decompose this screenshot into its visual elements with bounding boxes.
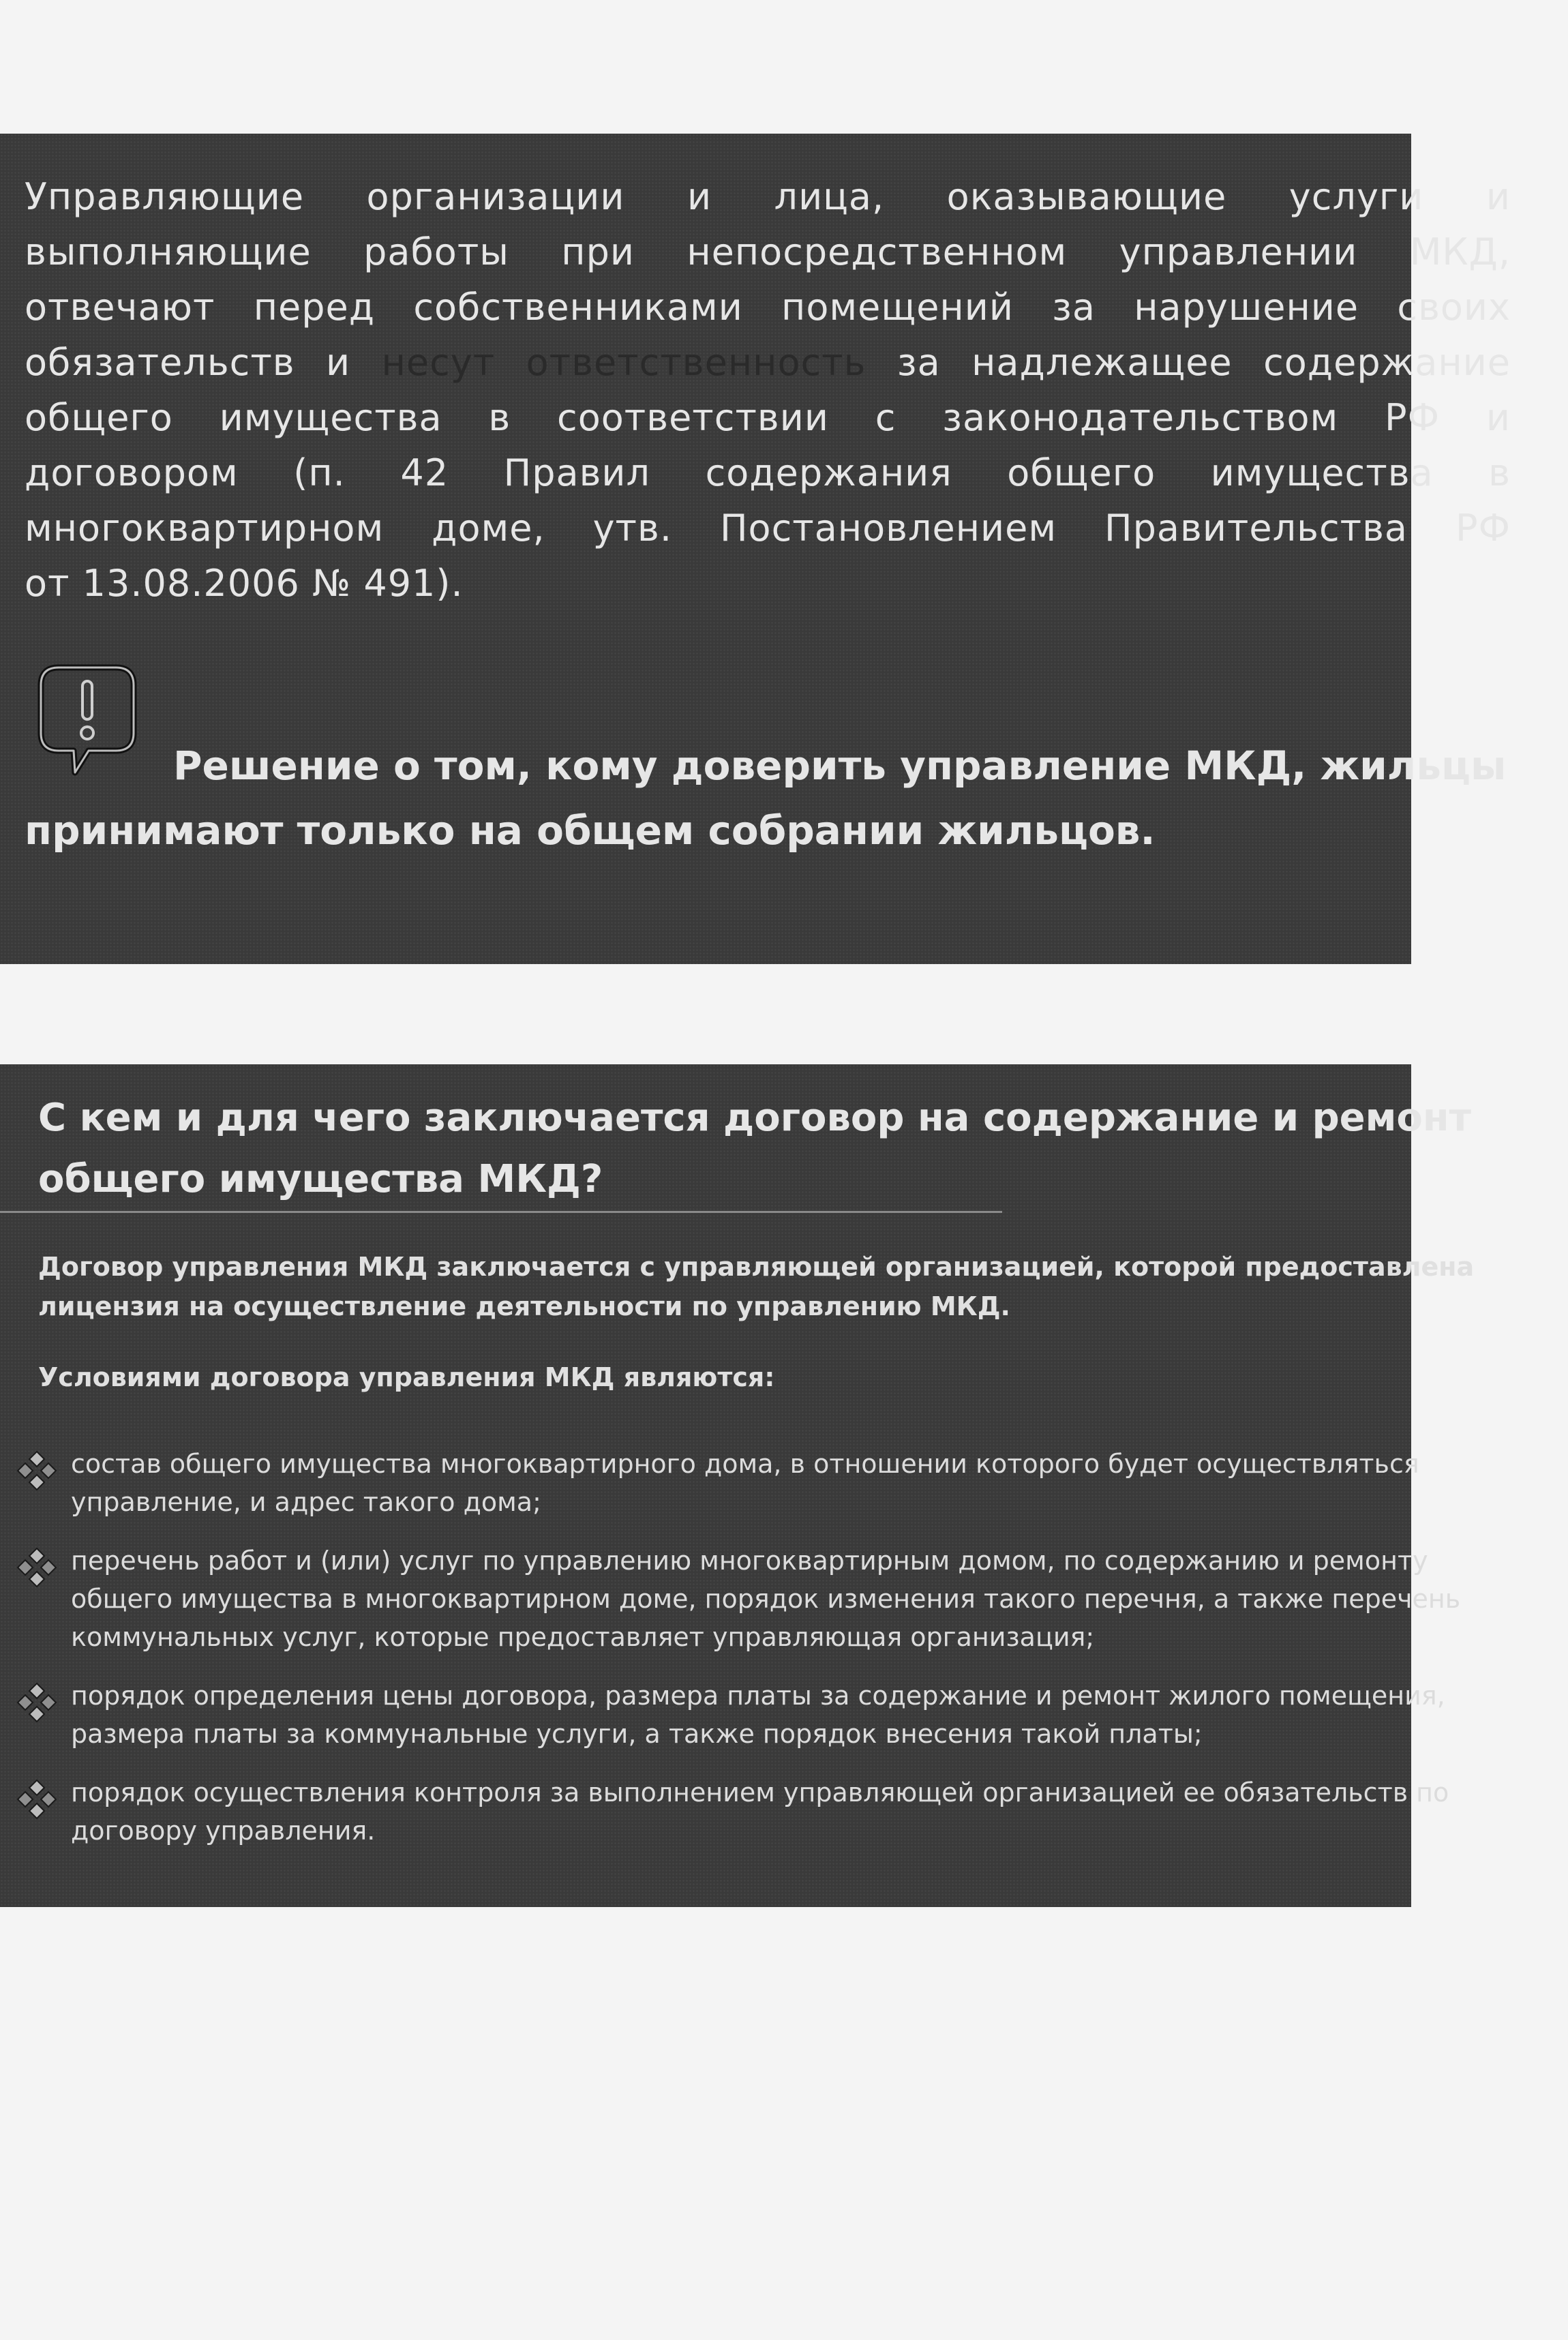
item-line: порядок осуществления контроля за выполнением управляющей организацией ее обязательств по xyxy=(71,1777,1449,1807)
slide-responsibility xyxy=(0,134,1511,964)
four-diamond-bullet-icon xyxy=(15,1546,59,1589)
paragraph-text: за надлежащее содержание xyxy=(866,341,1511,384)
slide-management-contract xyxy=(0,1064,1475,1907)
four-diamond-bullet-icon xyxy=(15,1681,59,1724)
item-line: размера платы за коммунальные услуги, а также порядок внесения такой платы; xyxy=(71,1719,1203,1749)
item-line: общего имущества в многоквартирном доме, порядок изменения такого перечня, а также перечень xyxy=(71,1584,1461,1614)
paragraph-line: общего имущества в соответствии с законодательством РФ и xyxy=(25,396,1511,439)
item-line: перечень работ и (или) услуг по управлению многоквартирным домом, по содержанию и ремонту xyxy=(71,1546,1428,1576)
responsibility-paragraph xyxy=(25,169,1511,611)
four-diamond-bullet-icon xyxy=(15,1449,59,1492)
paragraph-line: от 13.08.2006 № 491). xyxy=(25,562,464,605)
title-line: общего имущества МКД? xyxy=(38,1157,603,1201)
intro-paragraph xyxy=(38,1247,1474,1326)
item-line: коммунальных услуг, которые предоставляет управляющая организация; xyxy=(71,1622,1095,1652)
paragraph-line xyxy=(25,335,1511,390)
paragraph-line: отвечают перед собственниками помещений за нарушение своих xyxy=(25,286,1511,329)
four-diamond-bullet-icon xyxy=(15,1777,59,1821)
highlighted-phrase: несут ответственность xyxy=(381,341,866,384)
paragraph-line: Управляющие организации и лица, оказывающие услуги и xyxy=(25,175,1511,218)
item-line: порядок определения цены договора, размера платы за содержание и ремонт жилого помещения, xyxy=(71,1681,1445,1711)
title-divider xyxy=(0,1211,1002,1213)
conditions-heading: Условиями договора управления МКД являются: xyxy=(38,1362,775,1392)
callout-text xyxy=(25,734,1506,863)
item-line: состав общего имущества многоквартирного дома, в отношении которого будет осуществляться xyxy=(71,1449,1419,1479)
intro-line: лицензия на осуществление деятельности по управлению МКД. xyxy=(38,1291,1010,1321)
paragraph-text: обязательств и xyxy=(25,341,382,384)
slide-title xyxy=(38,1088,1471,1210)
list-item xyxy=(0,1677,1568,1753)
list-item xyxy=(0,1445,1568,1521)
intro-line: Договор управления МКД заключается с управляющей организацией, которой предоставлена xyxy=(38,1252,1475,1282)
list-item xyxy=(0,1773,1568,1850)
item-line: управление, и адрес такого дома; xyxy=(71,1487,541,1517)
title-line: С кем и для чего заключается договор на содержание и ремонт xyxy=(38,1096,1472,1140)
paragraph-line: многоквартирном доме, утв. Постановлением Правительства РФ xyxy=(25,507,1511,550)
item-line: договору управления. xyxy=(71,1816,376,1846)
paragraph-line: договором (п. 42 Правил содержания общего имущества в xyxy=(25,451,1511,494)
list-item xyxy=(0,1542,1568,1656)
callout-line: Решение о том, кому доверить управление МКД, жильцы xyxy=(173,742,1507,789)
callout-line: принимают только на общем собрании жильцов. xyxy=(25,807,1156,854)
paragraph-line: выполняющие работы при непосредственном управлении МКД, xyxy=(25,230,1511,273)
conditions-list xyxy=(0,1445,1568,1870)
